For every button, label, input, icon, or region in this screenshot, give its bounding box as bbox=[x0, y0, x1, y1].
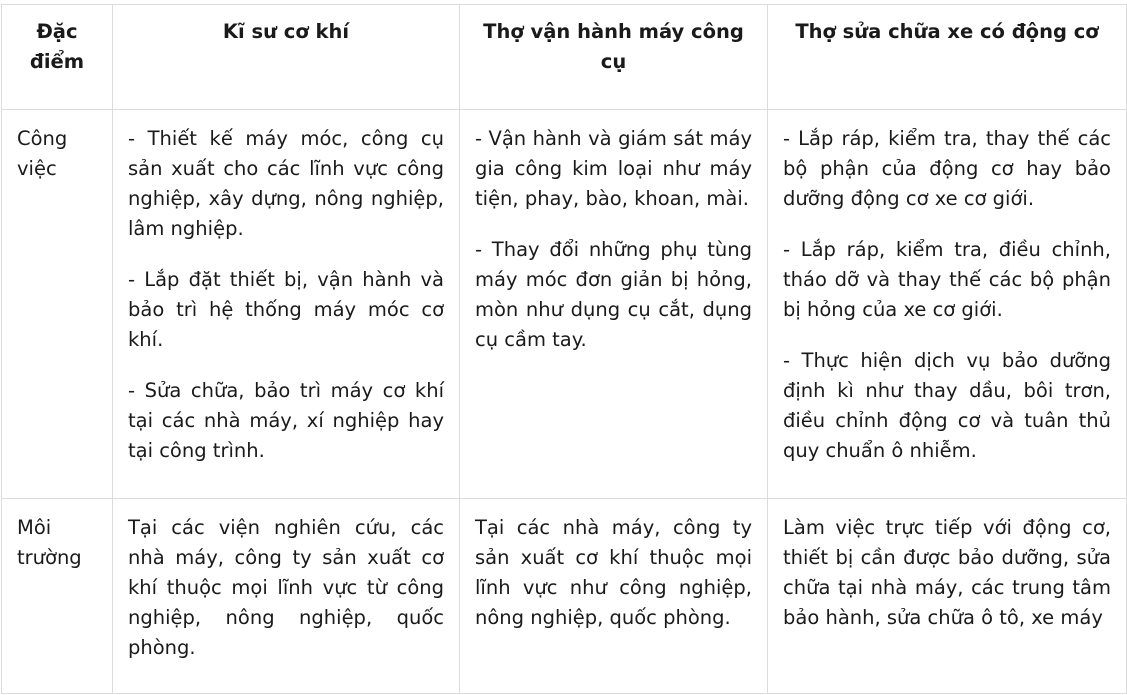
cell-work-machine-operator bbox=[460, 110, 768, 499]
cell-environment-mechanical-engineer bbox=[113, 499, 460, 694]
comparison-table bbox=[1, 4, 1127, 694]
cell-environment-motor-vehicle-mechanic bbox=[768, 499, 1127, 694]
cell-paragraph: Tại các viện nghiên cứu, các nhà máy, công ty sản xuất cơ khí thuộc mọi lĩnh vực từ công nghiệp, nông nghiệp, quốc phòng. bbox=[128, 516, 444, 659]
cell-paragraph: - Thiết kế máy móc, công cụ sản xuất cho các lĩnh vực công nghiệp, xây dựng, nông nghiệp, lâm nghiệp. bbox=[128, 127, 444, 240]
row-label-environment: Môi trường bbox=[2, 499, 113, 694]
header-motor-vehicle-mechanic: Thợ sửa chữa xe có động cơ bbox=[768, 5, 1127, 110]
header-mechanical-engineer: Kĩ sư cơ khí bbox=[113, 5, 460, 110]
cell-work-motor-vehicle-mechanic bbox=[768, 110, 1127, 499]
cell-paragraph: - Lắp đặt thiết bị, vận hành và bảo trì hệ thống máy móc cơ khí. bbox=[128, 268, 444, 351]
cell-environment-machine-operator bbox=[460, 499, 768, 694]
cell-paragraph: - Lắp ráp, kiểm tra, điều chỉnh, tháo dỡ và thay thế các bộ phận bị hỏng của xe cơ giới. bbox=[783, 238, 1111, 321]
header-machine-operator: Thợ vận hành máy công cụ bbox=[460, 5, 768, 110]
row-label-work: Công việc bbox=[2, 110, 113, 499]
cell-paragraph: Làm việc trực tiếp với động cơ, thiết bị cần được bảo dưỡng, sửa chữa tại nhà máy, các trung tâm bảo hành, sửa chữa ô tô, xe máy bbox=[783, 516, 1111, 629]
table-row-environment bbox=[2, 499, 1127, 694]
header-characteristic: Đặc điểm bbox=[2, 5, 113, 110]
cell-paragraph: - Vận hành và giám sát máy gia công kim loại như máy tiện, phay, bào, khoan, mài. bbox=[475, 127, 752, 210]
cell-paragraph: - Lắp ráp, kiểm tra, thay thế các bộ phận của động cơ hay bảo dưỡng động cơ xe cơ giới. bbox=[783, 127, 1111, 210]
cell-work-mechanical-engineer bbox=[113, 110, 460, 499]
cell-paragraph: Tại các nhà máy, công ty sản xuất cơ khí thuộc mọi lĩnh vực như công nghiệp, nông nghiệp, quốc phòng. bbox=[475, 516, 752, 629]
cell-paragraph: - Sửa chữa, bảo trì máy cơ khí tại các nhà máy, xí nghiệp hay tại công trình. bbox=[128, 379, 444, 462]
header-row bbox=[2, 5, 1127, 110]
table-row-work bbox=[2, 110, 1127, 499]
cell-paragraph: - Thực hiện dịch vụ bảo dưỡng định kì như thay dầu, bôi trơn, điều chỉnh động cơ và tuân thủ quy chuẩn ô nhiễm. bbox=[783, 349, 1111, 462]
cell-paragraph: - Thay đổi những phụ tùng máy móc đơn giản bị hỏng, mòn như dụng cụ cắt, dụng cụ cầm tay. bbox=[475, 238, 752, 351]
